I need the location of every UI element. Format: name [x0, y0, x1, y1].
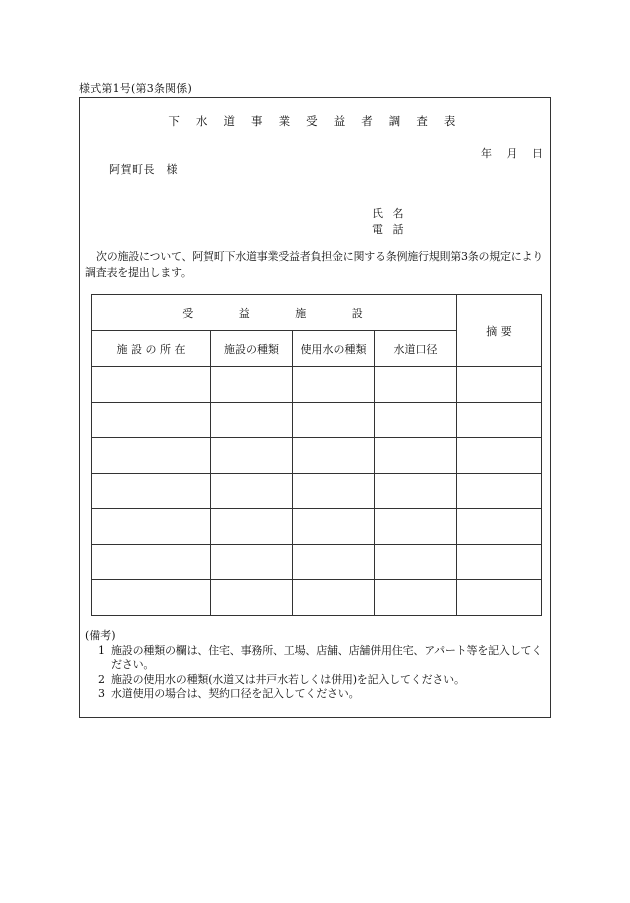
table-cell[interactable]: [92, 509, 211, 545]
survey-table: [91, 294, 542, 616]
table-cell[interactable]: [293, 473, 375, 509]
note-number: 3: [98, 687, 105, 700]
table-cell[interactable]: [92, 473, 211, 509]
table-cell[interactable]: [457, 438, 542, 474]
table-cell[interactable]: [211, 438, 293, 474]
table-cell[interactable]: [375, 367, 457, 403]
table-cell[interactable]: [92, 580, 211, 616]
table-cell[interactable]: [457, 509, 542, 545]
addressee: 阿賀町長 様: [109, 163, 178, 176]
table-row: [92, 438, 542, 474]
note-text: 施設の種類の欄は、住宅、事務所、工場、店舗、店舗併用住宅、アパート等を記入してください。: [111, 643, 543, 671]
table-cell[interactable]: [457, 402, 542, 438]
notes-heading: (備考): [85, 629, 116, 642]
table-cell[interactable]: [293, 509, 375, 545]
table-cell[interactable]: [457, 473, 542, 509]
table-cell[interactable]: [293, 544, 375, 580]
table-cell[interactable]: [293, 402, 375, 438]
table-row: [92, 580, 542, 616]
table-cell[interactable]: [293, 580, 375, 616]
applicant-block: [372, 206, 404, 238]
note-text: 施設の使用水の種類(水道又は井戸水若しくは併用)を記入してください。: [111, 672, 465, 686]
note-number: 1: [98, 643, 105, 657]
table-cell[interactable]: [211, 580, 293, 616]
table-cell[interactable]: [457, 544, 542, 580]
table-cell[interactable]: [211, 473, 293, 509]
table-cell[interactable]: [211, 544, 293, 580]
table-cell[interactable]: [457, 580, 542, 616]
table-cell[interactable]: [375, 509, 457, 545]
table-cell[interactable]: [375, 438, 457, 474]
table-row: [92, 509, 542, 545]
table-cell[interactable]: [92, 544, 211, 580]
phone-label: 電 話: [372, 223, 404, 236]
table-cell[interactable]: [293, 367, 375, 403]
group-header-beneficiary-facility: 受 益 施 設: [92, 295, 457, 331]
table-cell[interactable]: [211, 402, 293, 438]
table-row: [92, 473, 542, 509]
note-item: [85, 687, 547, 702]
table-row: [92, 544, 542, 580]
column-header-water-type: 使用水の種類: [293, 331, 375, 367]
note-number: 2: [98, 672, 105, 686]
table-cell[interactable]: [375, 473, 457, 509]
form-title: 下 水 道 事 業 受 益 者 調 査 表: [168, 114, 462, 128]
note-item: [85, 673, 547, 688]
note-item: [85, 644, 547, 673]
note-text: 水道使用の場合は、契約口径を記入してください。: [111, 687, 360, 700]
table-cell[interactable]: [375, 402, 457, 438]
remarks-header: 摘 要: [457, 295, 542, 367]
submission-statement: 次の施設について、阿賀町下水道事業受益者負担金に関する条例施行規則第3条の規定により調査表を提出します。: [85, 250, 544, 279]
table-cell[interactable]: [211, 367, 293, 403]
date-line: 年 月 日: [481, 147, 543, 160]
table-cell[interactable]: [92, 438, 211, 474]
name-label: 氏 名: [372, 207, 404, 220]
table-cell[interactable]: [92, 402, 211, 438]
table-cell[interactable]: [293, 438, 375, 474]
table-cell[interactable]: [92, 367, 211, 403]
notes-section: [85, 629, 547, 702]
table-cell[interactable]: [375, 544, 457, 580]
table-cell[interactable]: [211, 509, 293, 545]
column-header-location: 施 設 の 所 在: [92, 331, 211, 367]
column-header-facility-type: 施設の種類: [211, 331, 293, 367]
table-row: [92, 367, 542, 403]
table-cell[interactable]: [375, 580, 457, 616]
form-number-label: 様式第1号(第3条関係): [79, 82, 192, 95]
form-frame: [79, 97, 551, 718]
column-header-pipe-diameter: 水道口径: [375, 331, 457, 367]
table-row: [92, 402, 542, 438]
table-cell[interactable]: [457, 367, 542, 403]
